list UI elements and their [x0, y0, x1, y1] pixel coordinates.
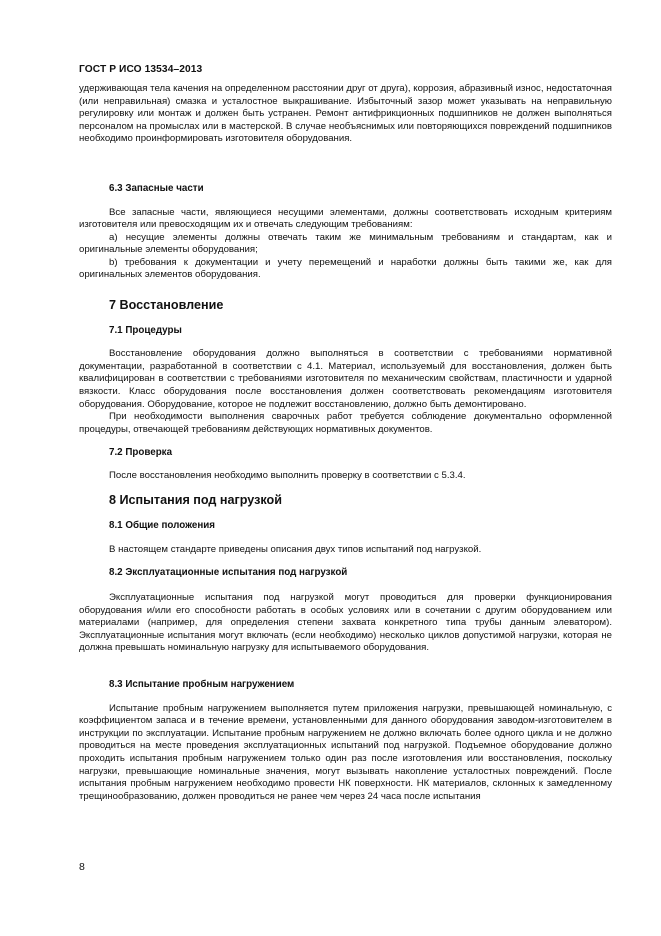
page-content [79, 83, 612, 803]
intro-paragraph: удерживающая тела качения на определенном расстоянии друг от друга), коррозия, абразивный износ, недостаточная (или неправильная) смазка и усталостное выкрашивание. Избыточный зазор может указывать на неправильную регулировку или монтаж и должен быть устранен. Ремонт антифрикционных подшипников не должен выполняться персоналом на промыслах или в мастерской. В случае необъяснимых или повторяющихся повреждений подшипников необходимо проинформировать изготовителя оборудования. [79, 83, 612, 145]
paragraph-6-3-1: Все запасные части, являющиеся несущими элементами, должны соответствовать исходным критериям изготовителя или превосходящим их и отвечать следующим требованиям: [79, 206, 612, 231]
paragraph-8-3-1: Испытание пробным нагружением выполняется путем приложения нагрузки, превышающей номинальную, с коэффициентом запаса и в течение времени, установленными для данного оборудования заводом-изготовителем в инструкции по эксплуатации. Испытание пробным нагружением не должно включать более одного цикла и не должно проводиться на месте проведения эксплуатационных испытаний под нагрузкой. Подъемное оборудование должно проходить испытания пробным нагружением только один раз после изготовления или восстановления, поскольку нагрузки, превышающие номинальные значения, могут вызывать накопление усталостных повреждений. После испытания пробным нагружением необходимо провести НК поверхности. НК материалов, склонных к замедленному трещинообразованию, должен проводиться не ранее чем через 24 часа после испытания [79, 702, 612, 802]
paragraph-8-2-1: Эксплуатационные испытания под нагрузкой могут проводиться для проверки функционирования оборудования и/или его способности работать в особых условиях или в сочетании с другим оборудованием или материалами (например, для определения степени захвата конкретного типа трубы данным элеватором). Эксплуатационные испытания могут включать (если необходимо) несколько циклов допустимой нагрузки, которая не должна превышать номинальную нагрузку для испытываемого оборудования. [79, 591, 612, 654]
heading-7-1: 7.1 Процедуры [109, 324, 182, 336]
heading-6-3: 6.3 Запасные части [109, 183, 204, 194]
heading-8-1: 8.1 Общие положения [109, 519, 216, 531]
list-item-6-3-b: b) требования к документации и учету перемещений и наработки должны быть такими же, как для оригинальных элементов оборудования. [79, 256, 612, 281]
heading-7: 7 Восстановление [109, 297, 224, 312]
paragraph-7-1-2: При необходимости выполнения сварочных работ требуется соблюдение документально оформленной процедуры, отвечающей требованиям действующих нормативных документов. [79, 411, 612, 435]
paragraph-7-1-1: Восстановление оборудования должно выполняться в соответствии с требованиями нормативной документации, разработанной в соответствии с 4.1. Материал, используемый для восстановления, должен быть квалифицирован в соответствии с требованиями изготовителя по механическим свойствам, пластичности и ударной вязкости. Класс оборудования после восстановления должен соответствовать рекомендациям изготовителя оборудования. Оборудование, которое не подлежит восстановлению, должно быть демонтировано. [79, 348, 612, 410]
heading-8: 8 Испытания под нагрузкой [109, 492, 282, 507]
heading-8-3: 8.3 Испытание пробным нагружением [109, 678, 295, 690]
heading-8-2: 8.2 Эксплуатационные испытания под нагрузкой [109, 567, 348, 579]
section-6-3 [79, 171, 612, 183]
running-head-standard: ГОСТ Р ИСО 13534–2013 [79, 64, 203, 75]
heading-7-2: 7.2 Проверка [109, 447, 173, 459]
paragraph-8-1-1: В настоящем стандарте приведены описания двух типов испытаний под нагрузкой. [109, 544, 482, 556]
page-number: 8 [79, 861, 85, 873]
paragraph-7-2-1: После восстановления необходимо выполнить проверку в соответствии с 5.3.4. [109, 469, 466, 481]
list-item-6-3-a: а) несущие элементы должны отвечать таким же минимальным требованиям и стандартам, как и оригинальные элементы оборудования; [79, 231, 612, 256]
